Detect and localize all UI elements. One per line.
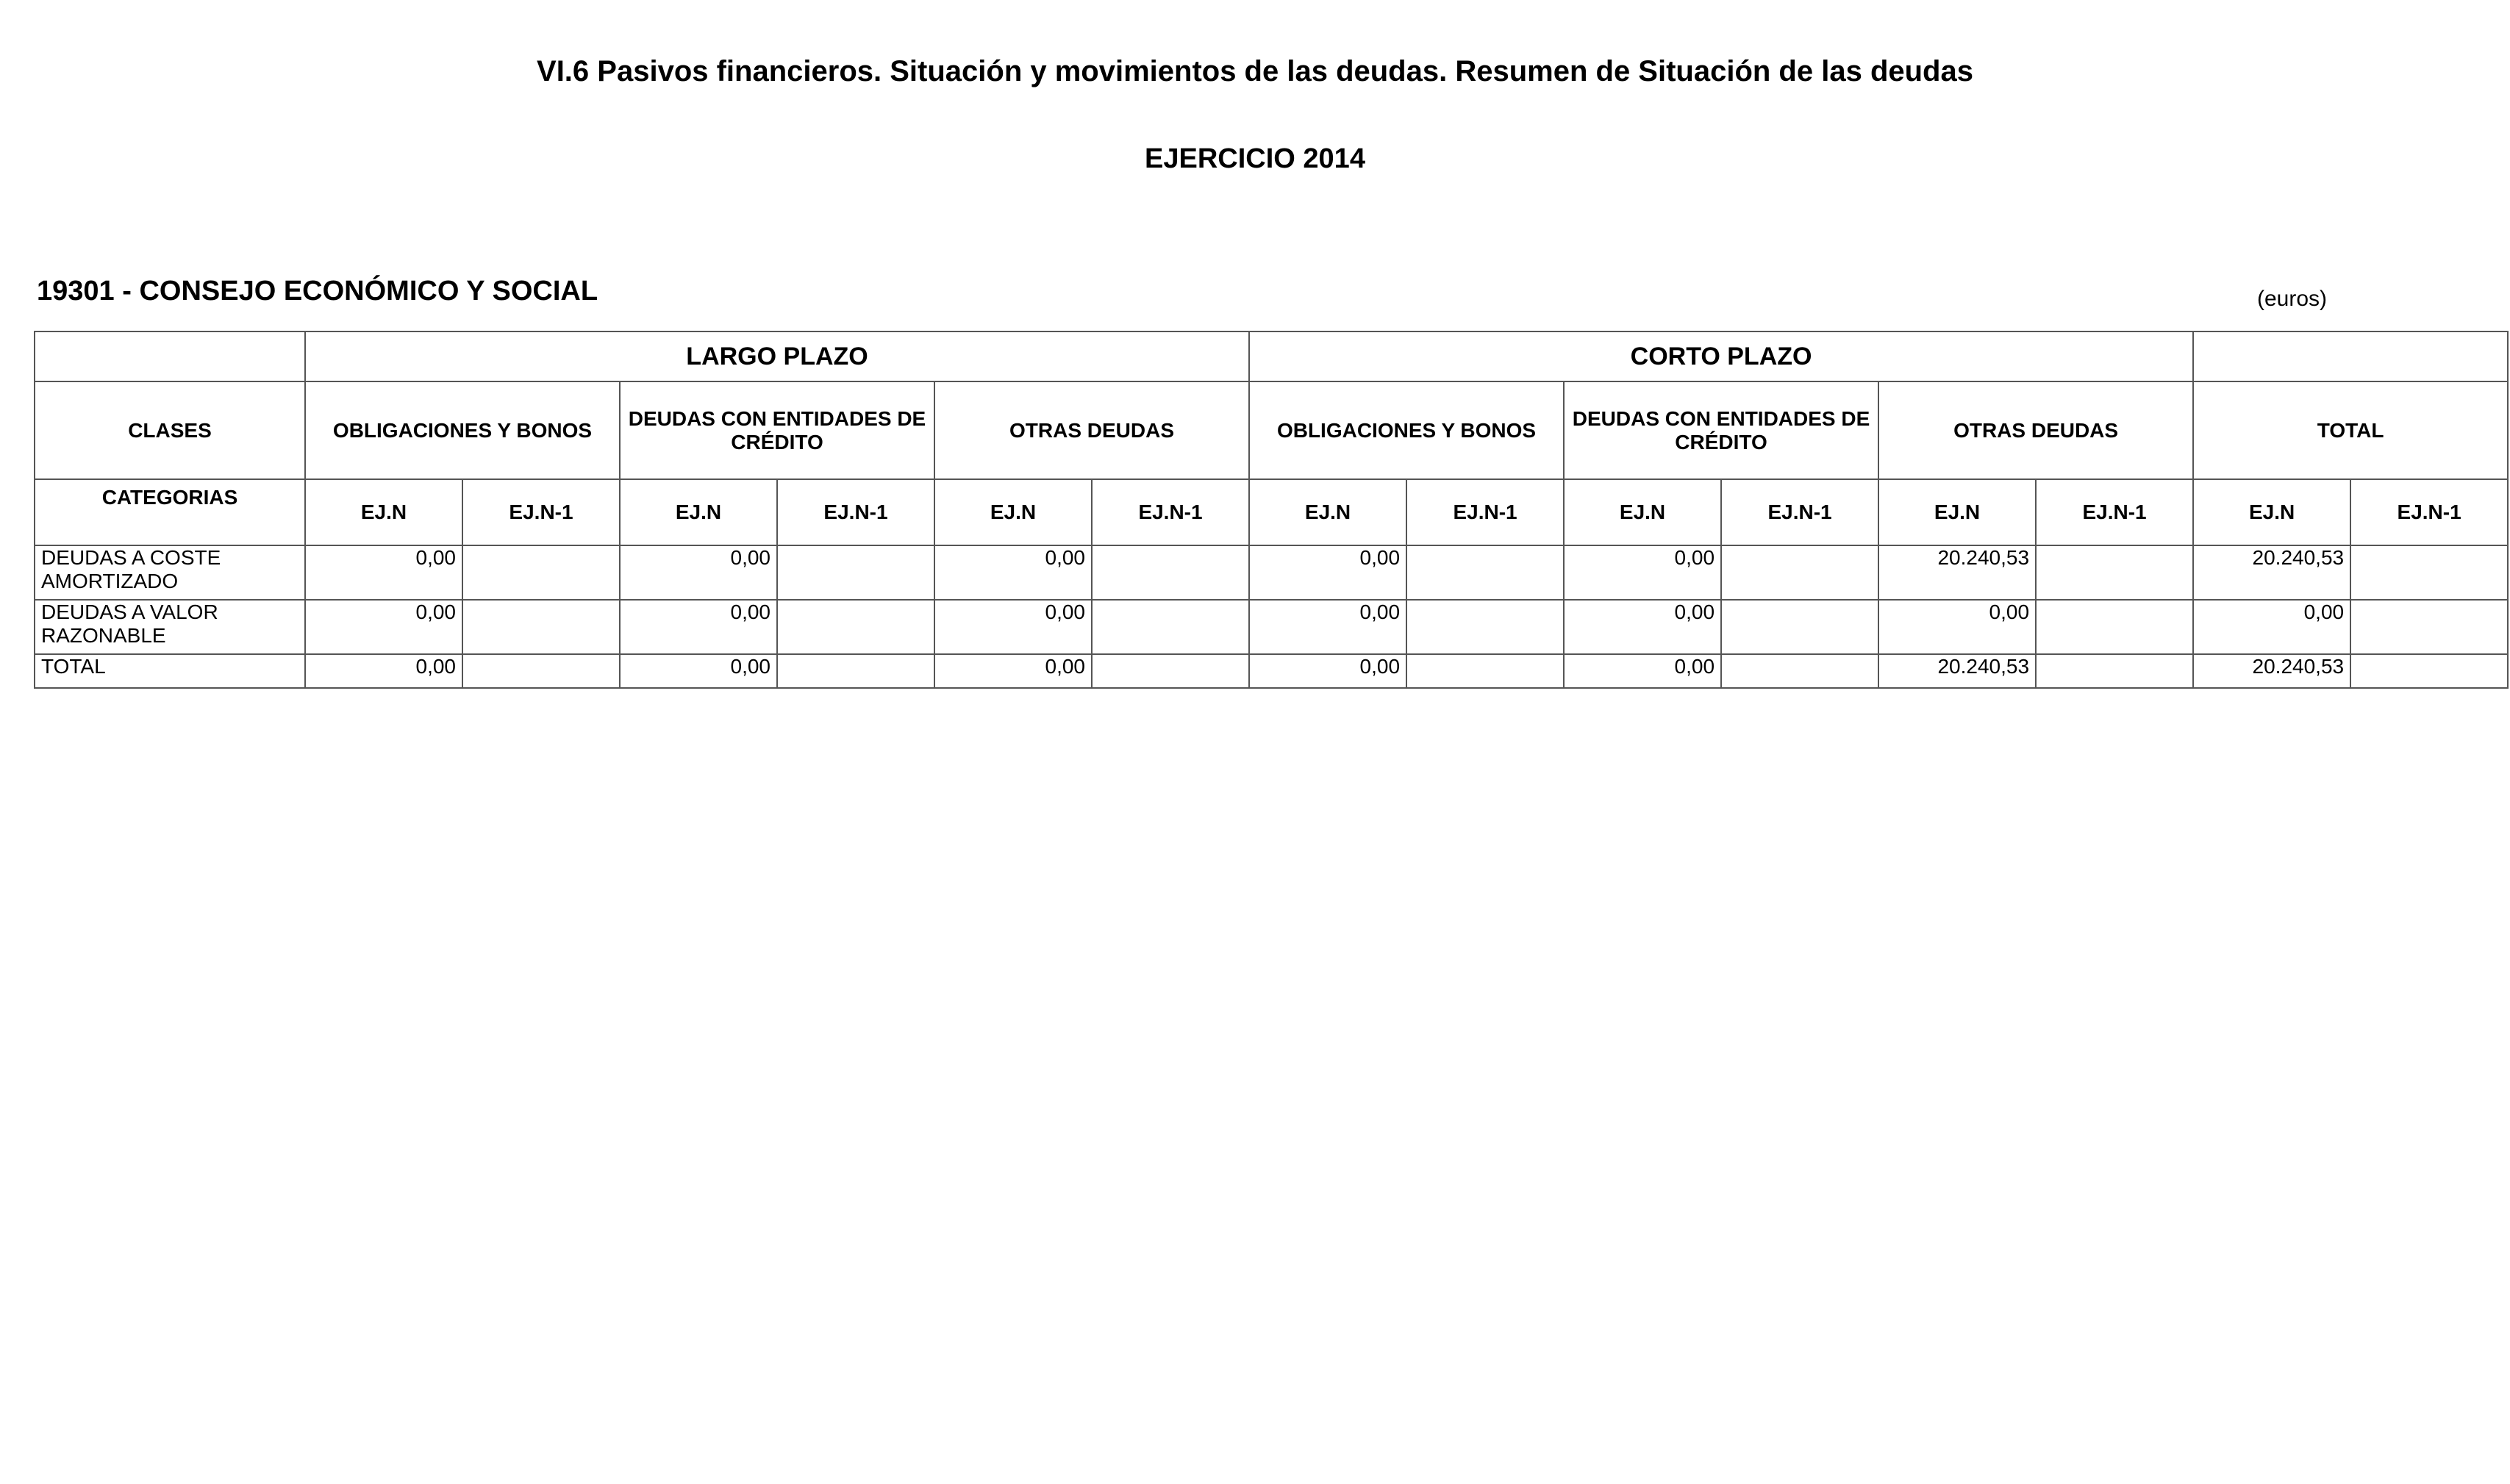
- table-cell: [462, 545, 620, 600]
- table-cell: [462, 654, 620, 688]
- exercise-year: EJERCICIO 2014: [1145, 143, 1365, 174]
- ej-n-header: EJ.N: [1249, 479, 1406, 545]
- table-cell: 0,00: [1249, 600, 1406, 654]
- table-cell: 0,00: [1249, 654, 1406, 688]
- cp-deudas-entidades-credito-header: DEUDAS CON ENTIDADES DE CRÉDITO: [1564, 381, 1878, 479]
- table-cell: [777, 545, 934, 600]
- largo-plazo-header: LARGO PLAZO: [305, 331, 1249, 381]
- clases-header: CLASES: [35, 381, 305, 479]
- table-cell: [462, 600, 620, 654]
- table-cell: [1721, 654, 1878, 688]
- table-cell: [1406, 600, 1564, 654]
- ej-n-header: EJ.N: [2193, 479, 2350, 545]
- table-cell: [1092, 600, 1249, 654]
- ej-n-1-header: EJ.N-1: [1406, 479, 1564, 545]
- table-cell: 0,00: [934, 654, 1092, 688]
- table-cell: 20.240,53: [2193, 654, 2350, 688]
- table-cell: 0,00: [305, 545, 462, 600]
- table-cell: 0,00: [1564, 600, 1721, 654]
- ej-n-1-header: EJ.N-1: [2350, 479, 2508, 545]
- table-row: [35, 600, 2508, 654]
- table-cell: [2350, 545, 2508, 600]
- table-cell: 0,00: [1564, 545, 1721, 600]
- table-row: [35, 545, 2508, 600]
- corto-plazo-header: CORTO PLAZO: [1249, 331, 2193, 381]
- ej-n-header: EJ.N: [620, 479, 777, 545]
- table-cell: 0,00: [2193, 600, 2350, 654]
- categorias-header: CATEGORIAS: [35, 479, 305, 545]
- table-cell: [2036, 654, 2193, 688]
- table-cell: 0,00: [305, 600, 462, 654]
- total-header: TOTAL: [2193, 381, 2508, 479]
- ej-n-header: EJ.N: [1878, 479, 2036, 545]
- table-row-total: [35, 654, 2508, 688]
- ej-n-1-header: EJ.N-1: [1721, 479, 1878, 545]
- table-cell: 0,00: [1564, 654, 1721, 688]
- units-label: (euros): [2257, 287, 2328, 311]
- entity-name: 19301 - CONSEJO ECONÓMICO Y SOCIAL: [37, 276, 598, 307]
- report-title: VI.6 Pasivos financieros. Situación y movimientos de las deudas. Resumen de Situación de las deudas: [537, 55, 1973, 87]
- table-cell: 0,00: [1878, 600, 2036, 654]
- empty-header-cell: [2193, 331, 2508, 381]
- ej-n-1-header: EJ.N-1: [777, 479, 934, 545]
- cp-otras-deudas-header: OTRAS DEUDAS: [1878, 381, 2193, 479]
- table-cell: [1721, 600, 1878, 654]
- table-cell: [1406, 654, 1564, 688]
- lp-obligaciones-bonos-header: OBLIGACIONES Y BONOS: [305, 381, 620, 479]
- table-cell: 0,00: [620, 654, 777, 688]
- table-cell: 20.240,53: [1878, 545, 2036, 600]
- row-label: DEUDAS A VALOR RAZONABLE: [35, 600, 305, 654]
- ej-n-header: EJ.N: [305, 479, 462, 545]
- lp-deudas-entidades-credito-header: DEUDAS CON ENTIDADES DE CRÉDITO: [620, 381, 934, 479]
- table-cell: [1721, 545, 1878, 600]
- ej-n-header: EJ.N: [1564, 479, 1721, 545]
- table-cell: 0,00: [934, 600, 1092, 654]
- row-label: DEUDAS A COSTE AMORTIZADO: [35, 545, 305, 600]
- table-cell: 0,00: [620, 600, 777, 654]
- table-cell: 0,00: [305, 654, 462, 688]
- table-cell: [777, 600, 934, 654]
- debts-summary-table: [34, 331, 2509, 689]
- table-cell: [2036, 600, 2193, 654]
- table-cell: 20.240,53: [1878, 654, 2036, 688]
- table-cell: [1092, 654, 1249, 688]
- cp-obligaciones-bonos-header: OBLIGACIONES Y BONOS: [1249, 381, 1564, 479]
- table-cell: 0,00: [934, 545, 1092, 600]
- table-cell: [1406, 545, 1564, 600]
- table-cell: 20.240,53: [2193, 545, 2350, 600]
- ej-n-1-header: EJ.N-1: [462, 479, 620, 545]
- table-cell: 0,00: [1249, 545, 1406, 600]
- table-cell: [1092, 545, 1249, 600]
- ej-n-header: EJ.N: [934, 479, 1092, 545]
- table-cell: [2350, 600, 2508, 654]
- empty-header-cell: [35, 331, 305, 381]
- ej-n-1-header: EJ.N-1: [1092, 479, 1249, 545]
- table-cell: [2350, 654, 2508, 688]
- table-cell: [777, 654, 934, 688]
- table-cell: [2036, 545, 2193, 600]
- row-label: TOTAL: [35, 654, 305, 688]
- ej-n-1-header: EJ.N-1: [2036, 479, 2193, 545]
- table-cell: 0,00: [620, 545, 777, 600]
- lp-otras-deudas-header: OTRAS DEUDAS: [934, 381, 1249, 479]
